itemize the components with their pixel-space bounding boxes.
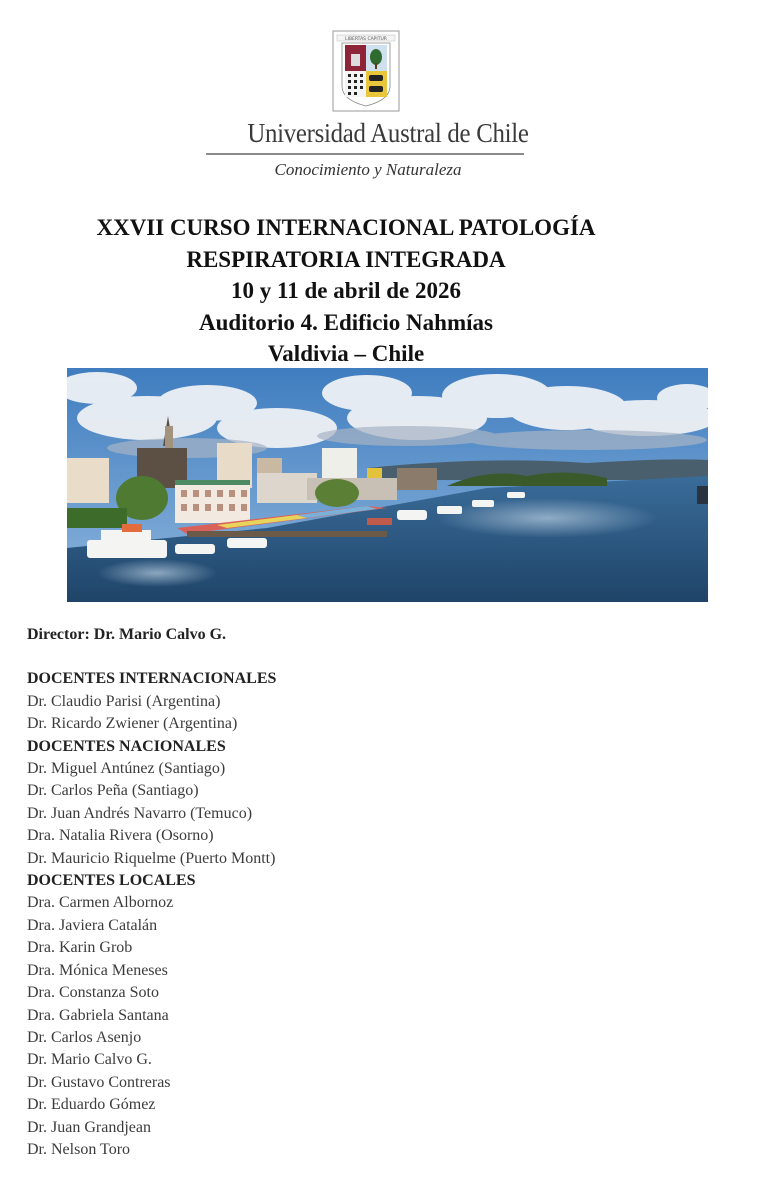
list-item: Dr. Carlos Asenjo xyxy=(27,1028,142,1046)
event-title-block xyxy=(0,212,692,370)
header-divider xyxy=(206,153,524,155)
list-item: Dr. Juan Andrés Navarro (Temuco) xyxy=(27,804,253,822)
list-item: Dr. Mauricio Riquelme (Puerto Montt) xyxy=(27,849,276,867)
event-title-line2: RESPIRATORIA INTEGRADA xyxy=(186,246,506,272)
section-heading-international: DOCENTES INTERNACIONALES xyxy=(27,670,277,688)
list-item: Dra. Carmen Albornoz xyxy=(27,894,174,912)
list-item: Dra. Karin Grob xyxy=(27,939,133,957)
university-crest-icon xyxy=(332,30,400,112)
event-title-line1: XXVII CURSO INTERNACIONAL PATOLOGÍA xyxy=(96,215,596,240)
list-item: Dra. Mónica Meneses xyxy=(27,961,168,979)
university-name: Universidad Austral de Chile xyxy=(247,118,529,148)
list-item: Dra. Constanza Soto xyxy=(27,984,159,1002)
list-item: Dr. Carlos Peña (Santiago) xyxy=(27,782,199,800)
list-item: Dr. Mario Calvo G. xyxy=(27,1051,152,1069)
list-item: Dr. Miguel Antúnez (Santiago) xyxy=(27,760,226,778)
event-city: Valdivia – Chile xyxy=(267,341,425,366)
section-heading-national: DOCENTES NACIONALES xyxy=(27,737,226,755)
list-item: Dr. Claudio Parisi (Argentina) xyxy=(27,692,221,710)
university-motto: Conocimiento y Naturaleza xyxy=(274,160,462,179)
event-venue: Auditorio 4. Edificio Nahmías xyxy=(199,309,493,335)
list-item: Dr. Nelson Toro xyxy=(27,1140,131,1158)
list-item: Dra. Natalia Rivera (Osorno) xyxy=(27,827,214,845)
list-item: Dra. Javiera Catalán xyxy=(27,916,158,934)
list-item: Dra. Gabriela Santana xyxy=(27,1006,169,1024)
course-director: Director: Dr. Mario Calvo G. xyxy=(27,626,227,643)
list-item: Dr. Ricardo Zwiener (Argentina) xyxy=(27,715,238,733)
section-heading-local: DOCENTES LOCALES xyxy=(27,872,196,890)
svg-text:LIBERTAS CAPITUR: LIBERTAS CAPITUR xyxy=(345,37,387,42)
list-item: Dr. Eduardo Gómez xyxy=(27,1096,156,1114)
list-item: Dr. Gustavo Contreras xyxy=(27,1073,171,1091)
valdivia-riverfront-photo xyxy=(67,368,708,602)
faculty-list xyxy=(27,624,276,1161)
event-dates: 10 y 11 de abril de 2026 xyxy=(230,278,461,303)
list-item: Dr. Juan Grandjean xyxy=(27,1118,151,1136)
